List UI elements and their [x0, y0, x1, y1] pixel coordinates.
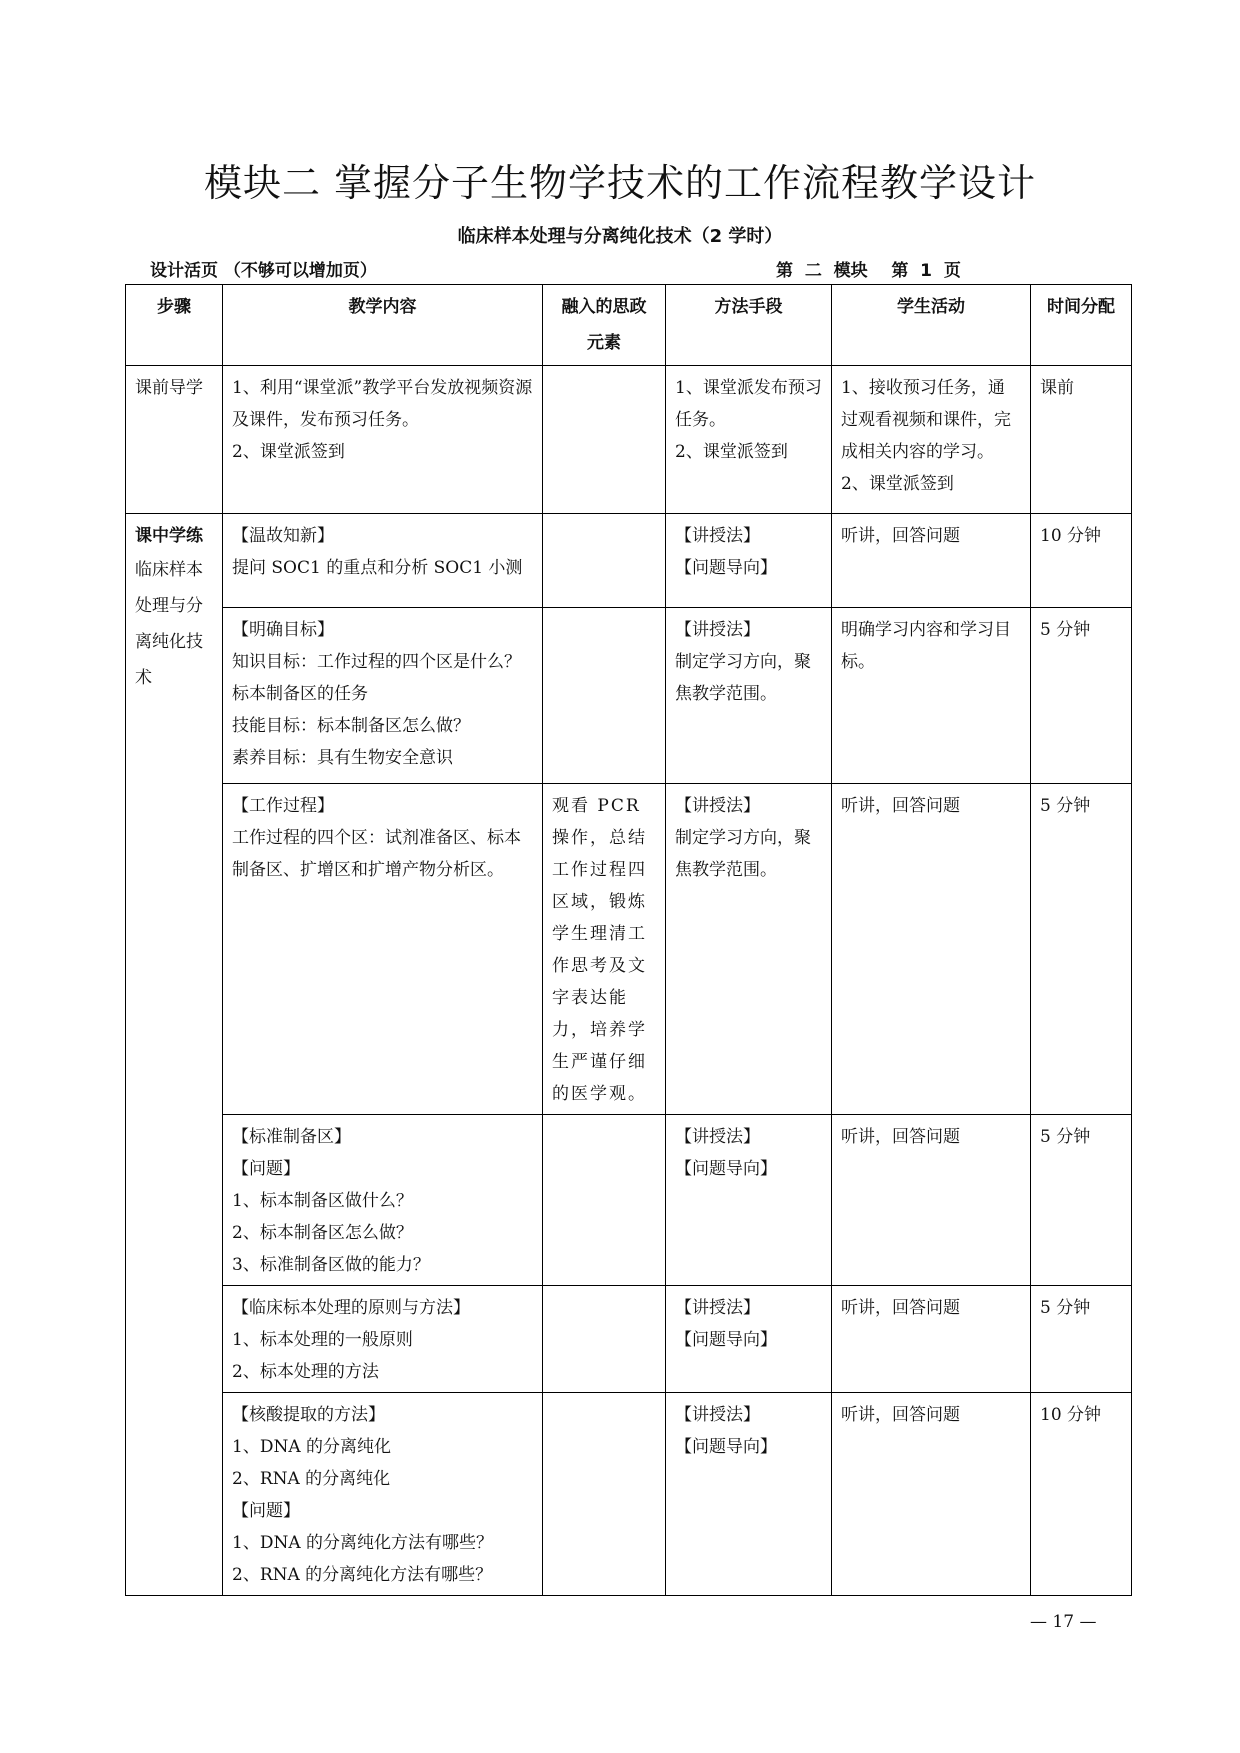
activity-line: 1、接收预习任务，通过观看视频和课件，完成相关内容的学习。	[841, 378, 1011, 462]
method-line: 制定学习方向，聚焦教学范围。	[675, 652, 811, 704]
activity-line: 2、课堂派签到	[841, 474, 954, 494]
content-line: 1、利用“课堂派”教学平台发放视频资源及课件，发布预习任务。	[232, 378, 533, 430]
header-content: 教学内容	[223, 285, 543, 366]
methods-cell	[666, 514, 832, 608]
step-title: 课中学练	[135, 526, 203, 546]
activity-cell: 听讲，回答问题	[832, 1115, 1031, 1286]
table-row	[126, 784, 1132, 1115]
method-line: 【问题导向】	[675, 1159, 777, 1179]
content-cell	[223, 514, 543, 608]
method-line: 【问题导向】	[675, 1437, 777, 1457]
design-sheet-note: 设计活页 （不够可以增加页）	[150, 261, 377, 281]
activity-cell: 听讲，回答问题	[832, 784, 1031, 1115]
content-line: 2、RNA 的分离纯化	[232, 1469, 391, 1489]
ideology-cell	[543, 1286, 666, 1393]
method-line: 【讲授法】	[675, 1298, 760, 1318]
ideology-cell	[543, 1393, 666, 1596]
content-cell	[223, 608, 543, 784]
method-line: 【讲授法】	[675, 1405, 760, 1425]
ideology-cell	[543, 608, 666, 784]
method-line: 【讲授法】	[675, 1127, 760, 1147]
content-line: 【明确目标】	[232, 620, 334, 640]
content-line: 【工作过程】	[232, 796, 334, 816]
header-ideology: 融入的思政元素	[543, 285, 666, 366]
content-cell	[223, 784, 543, 1115]
content-line: 工作过程的四个区：试剂准备区、标本制备区、扩增区和扩增产物分析区。	[232, 828, 521, 880]
table-header-row	[126, 285, 1132, 366]
methods-cell	[666, 1286, 832, 1393]
method-line: 1、课堂派发布预习任务。	[675, 378, 822, 430]
method-line: 【问题导向】	[675, 1330, 777, 1350]
content-line: 知识目标：工作过程的四个区是什么？标本制备区的任务	[232, 652, 521, 704]
content-cell	[223, 1115, 543, 1286]
content-line: 1、DNA 的分离纯化方法有哪些？	[232, 1533, 494, 1553]
content-line: 【核酸提取的方法】	[232, 1405, 385, 1425]
content-line: 【问题】	[232, 1501, 300, 1521]
header-step: 步骤	[126, 285, 223, 366]
header-time: 时间分配	[1031, 285, 1132, 366]
content-line: 2、RNA 的分离纯化方法有哪些？	[232, 1565, 493, 1585]
time-cell: 5 分钟	[1031, 784, 1132, 1115]
content-line: 1、DNA 的分离纯化	[232, 1437, 392, 1457]
methods-cell	[666, 784, 832, 1115]
content-line: 【标准制备区】	[232, 1127, 351, 1147]
content-cell	[223, 1393, 543, 1596]
document-title: 模块二 掌握分子生物学技术的工作流程教学设计	[203, 161, 1037, 205]
method-line: 【讲授法】	[675, 620, 760, 640]
methods-cell	[666, 1115, 832, 1286]
time-cell: 10 分钟	[1031, 514, 1132, 608]
content-line: 3、标准制备区做的能力？	[232, 1255, 430, 1275]
methods-cell	[666, 1393, 832, 1596]
step-description: 临床样本处理与分离纯化技术	[135, 560, 203, 688]
table-row	[126, 1393, 1132, 1596]
method-line: 制定学习方向，聚焦教学范围。	[675, 828, 811, 880]
ideology-cell	[543, 366, 666, 514]
method-line: 【讲授法】	[675, 526, 760, 546]
content-line: 【问题】	[232, 1159, 300, 1179]
activity-cell: 听讲，回答问题	[832, 514, 1031, 608]
content-line: 【临床标本处理的原则与方法】	[232, 1298, 470, 1318]
header-methods: 方法手段	[666, 285, 832, 366]
step-cell: 课前导学	[126, 366, 223, 514]
content-cell	[223, 366, 543, 514]
methods-cell	[666, 366, 832, 514]
table-row	[126, 1115, 1132, 1286]
ideology-cell	[543, 514, 666, 608]
content-line: 提问 SOC1 的重点和分析 SOC1 小测	[232, 558, 523, 578]
activity-cell: 听讲，回答问题	[832, 1286, 1031, 1393]
activity-cell: 听讲，回答问题	[832, 1393, 1031, 1596]
header-activity: 学生活动	[832, 285, 1031, 366]
table-row	[126, 514, 1132, 608]
teaching-design-table	[125, 284, 1132, 1596]
methods-cell	[666, 608, 832, 784]
content-cell	[223, 1286, 543, 1393]
content-line: 1、标本处理的一般原则	[232, 1330, 413, 1350]
content-line: 2、课堂派签到	[232, 442, 345, 462]
ideology-cell: 观看 PCR 操作，总结工作过程四区域，锻炼学生理清工作思考及文字表达能力，培养学生严谨仔细的医学观。	[543, 784, 666, 1115]
activity-cell: 明确学习内容和学习目标。	[832, 608, 1031, 784]
ideology-cell	[543, 1115, 666, 1286]
step-cell	[126, 514, 223, 1596]
time-cell: 5 分钟	[1031, 608, 1132, 784]
table-row	[126, 608, 1132, 784]
method-line: 2、课堂派签到	[675, 442, 788, 462]
time-cell: 5 分钟	[1031, 1115, 1132, 1286]
method-line: 【讲授法】	[675, 796, 760, 816]
time-cell: 课前	[1031, 366, 1132, 514]
method-line: 【问题导向】	[675, 558, 777, 578]
content-line: 2、标本处理的方法	[232, 1362, 379, 1382]
content-line: 【温故知新】	[232, 526, 334, 546]
table-row	[126, 1286, 1132, 1393]
content-line: 2、标本制备区怎么做？	[232, 1223, 413, 1243]
activity-cell	[832, 366, 1031, 514]
content-line: 1、标本制备区做什么？	[232, 1191, 413, 1211]
page-number: — 17 —	[1030, 1612, 1097, 1632]
content-line: 素养目标：具有生物安全意识	[232, 748, 453, 768]
content-line: 技能目标：标本制备区怎么做？	[232, 716, 470, 736]
time-cell: 5 分钟	[1031, 1286, 1132, 1393]
document-subtitle: 临床样本处理与分离纯化技术（2 学时）	[457, 226, 783, 247]
table-row	[126, 366, 1132, 514]
module-page-indicator: 第 二 模块 第 1 页	[776, 261, 961, 281]
time-cell: 10 分钟	[1031, 1393, 1132, 1596]
